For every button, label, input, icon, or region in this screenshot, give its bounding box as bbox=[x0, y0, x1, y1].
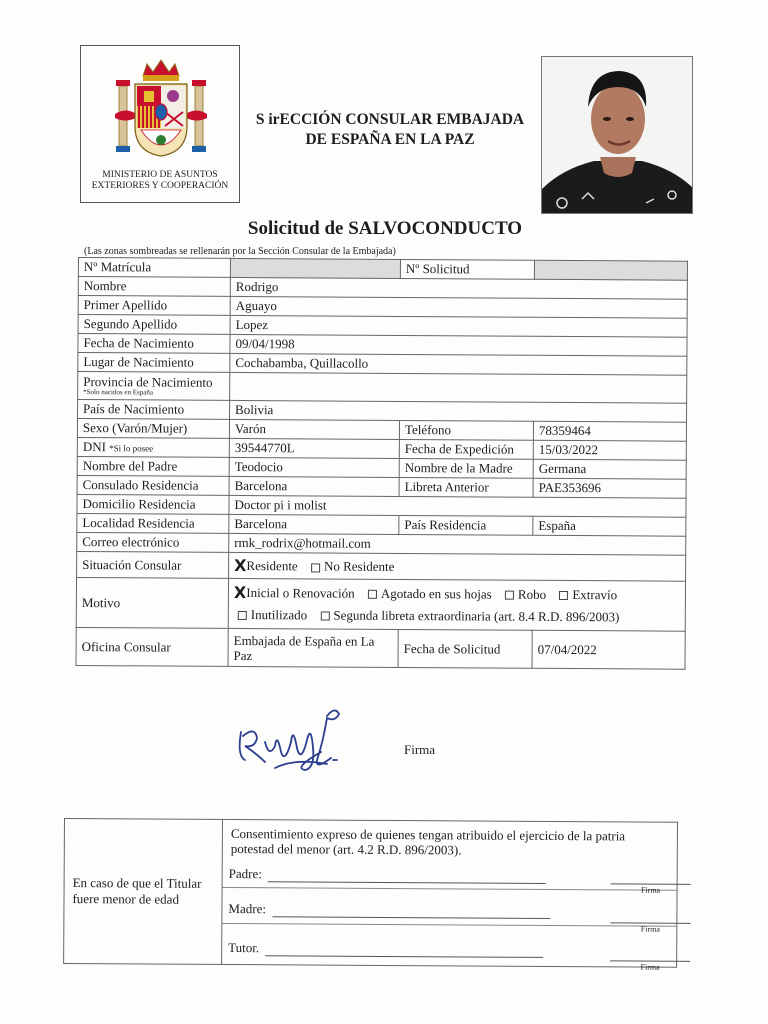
agotado-checkbox[interactable] bbox=[368, 590, 377, 599]
extravio-option-label: Extravío bbox=[572, 586, 618, 602]
table-row bbox=[78, 372, 687, 404]
robo-checkbox[interactable] bbox=[505, 591, 514, 600]
fecha-nacimiento-field[interactable]: 09/04/1998 bbox=[230, 334, 687, 356]
primer-apellido-label: Primer Apellido bbox=[78, 296, 230, 316]
consulado-field[interactable]: Barcelona bbox=[229, 476, 399, 496]
no-residente-checkbox[interactable] bbox=[311, 563, 320, 572]
primer-apellido-field[interactable]: Aguayo bbox=[230, 296, 687, 318]
form-title-prefix: Solicitud de bbox=[247, 218, 349, 239]
minor-condition-label: En caso de que el Titular fuere menor de edad bbox=[64, 819, 223, 964]
madre-signature-line[interactable] bbox=[228, 901, 550, 919]
dni-label-text: DNI bbox=[82, 439, 106, 455]
inutilizado-checkbox[interactable] bbox=[238, 611, 247, 620]
libreta-label: Libreta Anterior bbox=[399, 477, 533, 497]
sexo-field[interactable]: Varón bbox=[229, 419, 399, 439]
residente-checkbox-checked[interactable]: X bbox=[234, 555, 247, 576]
shaded-zone-note: (Las zonas sombreadas se rellenarán por la Sección Consular de la Embajada) bbox=[84, 246, 396, 257]
madre-sign-label: Madre: bbox=[228, 901, 267, 917]
applicant-data-table bbox=[76, 257, 688, 670]
solicitud-field[interactable] bbox=[534, 260, 687, 280]
pais-residencia-label: País Residencia bbox=[399, 515, 533, 535]
agotado-option-label: Agotado en sus hojas bbox=[380, 585, 492, 602]
fecha-solicitud-label: Fecha de Solicitud bbox=[398, 629, 532, 668]
heading-line-2: DE ESPAÑA EN LA PAZ bbox=[305, 131, 475, 148]
pais-residencia-field[interactable]: España bbox=[533, 516, 686, 536]
spain-coat-of-arms-icon bbox=[113, 56, 209, 166]
minor-consent-section bbox=[222, 820, 677, 972]
oficina-field[interactable]: Embajada de España en La Paz bbox=[228, 628, 398, 667]
provincia-label bbox=[78, 372, 230, 401]
inicial-checkbox-checked[interactable]: X bbox=[233, 582, 247, 602]
form-title-main: SALVOCONDUCTO bbox=[348, 218, 523, 239]
libreta-field[interactable]: PAE353696 bbox=[533, 478, 686, 498]
motivo-label: Motivo bbox=[76, 577, 228, 628]
table-row bbox=[76, 627, 685, 669]
embassy-heading bbox=[240, 110, 540, 150]
sexo-label: Sexo (Varón/Mujer) bbox=[77, 419, 229, 439]
situacion-label: Situación Consular bbox=[77, 551, 229, 578]
tutor-firma-caption: Firma bbox=[610, 960, 690, 971]
ministry-line-1: MINISTERIO DE ASUNTOS bbox=[102, 170, 218, 180]
inutilizado-option-label: Inutilizado bbox=[250, 606, 308, 622]
row-divider bbox=[222, 923, 676, 927]
fecha-nacimiento-label: Fecha de Nacimiento bbox=[78, 334, 230, 354]
row-divider bbox=[223, 887, 677, 891]
person-portrait-icon bbox=[542, 57, 693, 214]
segundo-apellido-field[interactable]: Lopez bbox=[230, 315, 687, 337]
lugar-nacimiento-field[interactable]: Cochabamba, Quillacollo bbox=[230, 353, 687, 375]
fecha-expedicion-label: Fecha de Expedición bbox=[399, 439, 533, 459]
madre-firma-caption: Firma bbox=[610, 922, 690, 933]
solicitud-label: Nº Solicitud bbox=[400, 259, 534, 279]
domicilio-field[interactable]: Doctor pi i molist bbox=[229, 495, 686, 517]
padre-signature-line[interactable] bbox=[229, 866, 546, 884]
tutor-signature-line[interactable] bbox=[228, 940, 543, 958]
padre-sign-label: Padre: bbox=[228, 866, 262, 882]
madre-field[interactable]: Germana bbox=[533, 459, 686, 479]
residente-option-label: Residente bbox=[246, 558, 298, 574]
segundo-apellido-label: Segundo Apellido bbox=[78, 315, 230, 335]
consulado-label: Consulado Residencia bbox=[77, 475, 229, 495]
segunda-libreta-option-label: Segunda libreta extraordinaria (art. 8.4 R.D. 896/2003) bbox=[333, 607, 620, 624]
motivo-options bbox=[228, 578, 685, 631]
consent-text: Consentimiento expreso de quienes tengan atribuido el ejercicio de la patria potestad del menor (art. 4.2 R.D. 896/2003). bbox=[230, 826, 626, 858]
nombre-label: Nombre bbox=[78, 277, 230, 297]
lugar-nacimiento-label: Lugar de Nacimiento bbox=[78, 353, 230, 373]
nombre-field[interactable]: Rodrigo bbox=[230, 277, 687, 299]
dni-note: *Si lo posee bbox=[109, 443, 154, 454]
situacion-options bbox=[229, 552, 686, 581]
table-row bbox=[76, 577, 685, 631]
coat-of-arms-box bbox=[80, 45, 240, 203]
telefono-label: Teléfono bbox=[399, 420, 533, 440]
provincia-field[interactable] bbox=[230, 372, 687, 403]
tutor-sign-label: Tutor. bbox=[228, 940, 260, 956]
table-row bbox=[77, 551, 686, 581]
inicial-option-label: Inicial o Renovación bbox=[246, 584, 355, 601]
extravio-checkbox[interactable] bbox=[559, 591, 568, 600]
domicilio-label: Domicilio Residencia bbox=[77, 494, 229, 514]
matricula-label: Nº Matrícula bbox=[78, 258, 230, 278]
localidad-label: Localidad Residencia bbox=[77, 513, 229, 533]
firma-label: Firma bbox=[404, 742, 436, 757]
fecha-solicitud-field[interactable]: 07/04/2022 bbox=[532, 630, 685, 669]
padre-firma-caption: Firma bbox=[611, 883, 691, 894]
oficina-label: Oficina Consular bbox=[76, 627, 228, 666]
ministry-name bbox=[81, 170, 239, 192]
minor-consent-table bbox=[63, 818, 678, 972]
correo-field[interactable]: rmk_rodrix@hotmail.com bbox=[229, 533, 686, 555]
dni-label bbox=[77, 437, 229, 457]
robo-option-label: Robo bbox=[517, 586, 547, 602]
form-title bbox=[230, 218, 540, 240]
pais-nacimiento-label: País de Nacimiento bbox=[78, 400, 230, 420]
provincia-label-text: Provincia de Nacimiento bbox=[83, 374, 213, 390]
correo-label: Correo electrónico bbox=[77, 532, 229, 552]
provincia-note: *Solo nacidos en España bbox=[83, 388, 153, 397]
no-residente-option-label: No Residente bbox=[323, 558, 395, 574]
segunda-libreta-checkbox[interactable] bbox=[320, 612, 329, 621]
padre-label: Nombre del Padre bbox=[77, 456, 229, 476]
madre-label: Nombre de la Madre bbox=[399, 458, 533, 478]
localidad-field[interactable]: Barcelona bbox=[229, 514, 399, 534]
fecha-expedicion-field[interactable]: 15/03/2022 bbox=[533, 440, 686, 460]
applicant-signature-icon bbox=[235, 702, 355, 777]
ministry-line-2: EXTERIORES Y COOPERACIÓN bbox=[91, 181, 229, 191]
applicant-photo bbox=[541, 56, 693, 214]
matricula-field[interactable] bbox=[230, 258, 400, 278]
heading-line-1: S irECCIÓN CONSULAR EMBAJADA bbox=[255, 111, 525, 128]
dni-field[interactable]: 39544770L bbox=[229, 438, 399, 458]
padre-field[interactable]: Teodocio bbox=[229, 457, 399, 477]
telefono-field[interactable]: 78359464 bbox=[533, 421, 686, 441]
pais-nacimiento-field[interactable]: Bolivia bbox=[230, 400, 687, 422]
